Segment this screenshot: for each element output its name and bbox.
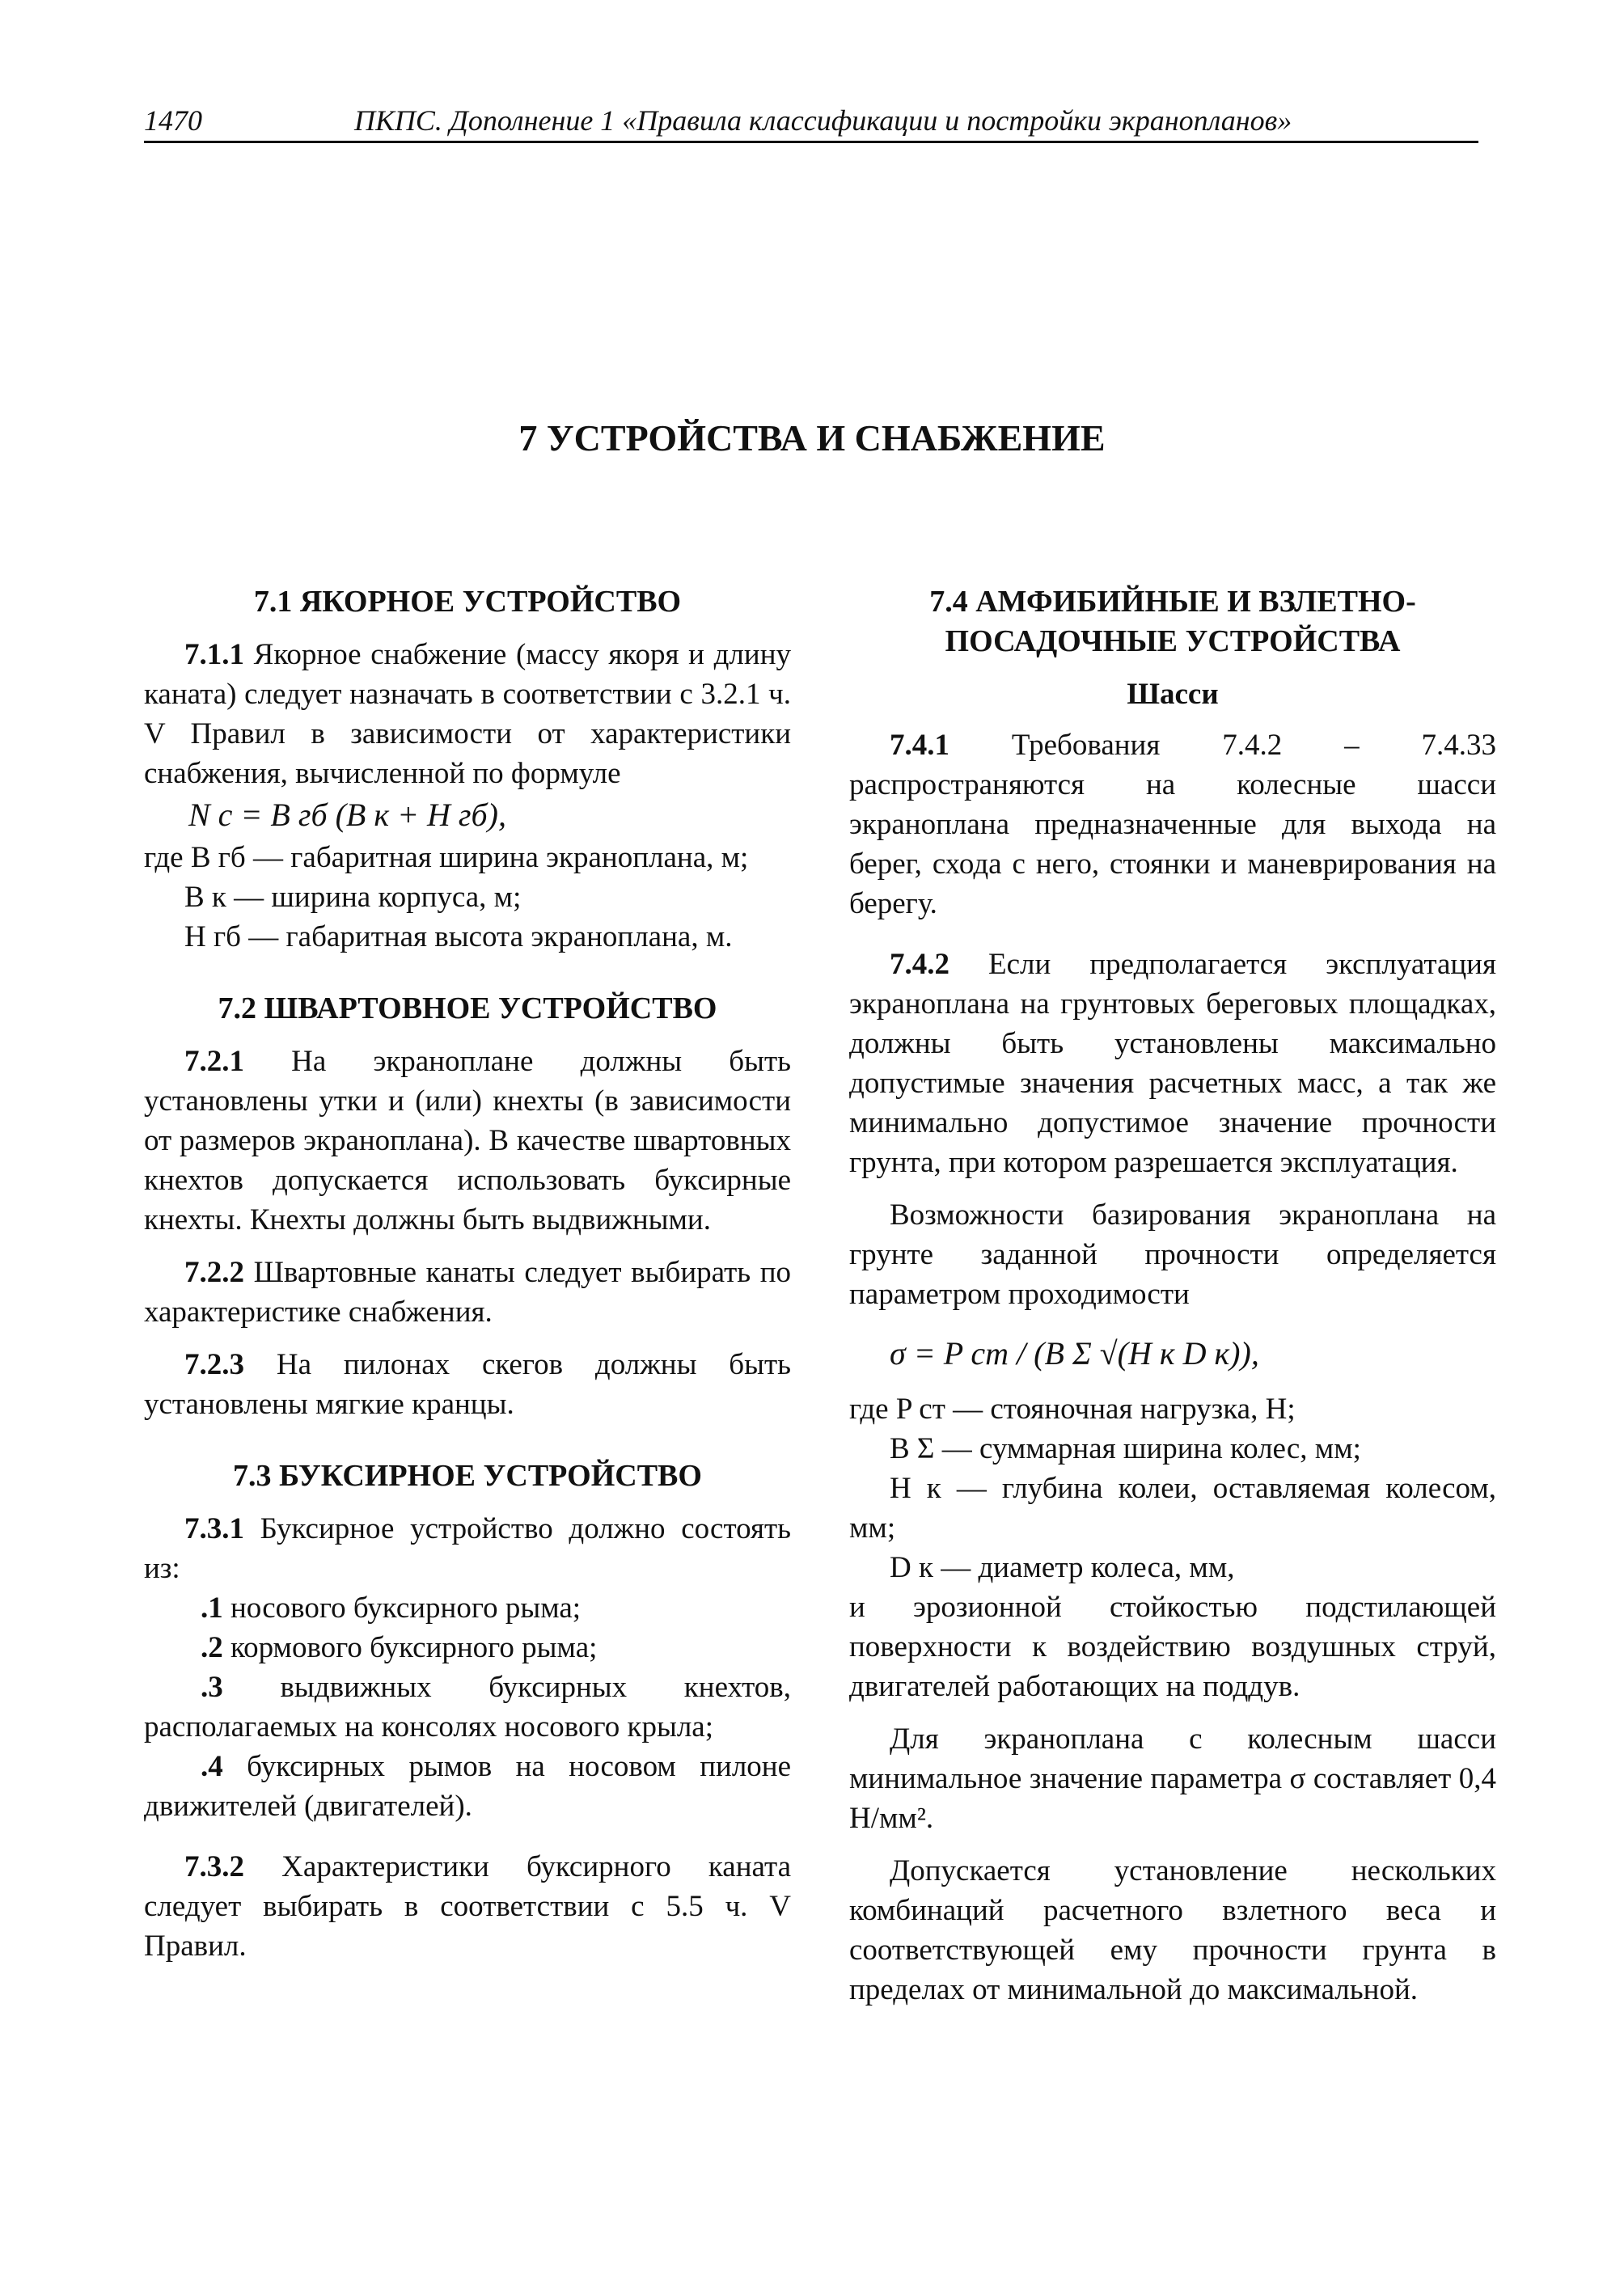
item-number: .1	[201, 1591, 223, 1625]
definition-pst: где P ст — стояночная нагрузка, Н;	[849, 1393, 1296, 1426]
paragraph-7-2-2	[144, 1253, 791, 1332]
paragraph-7-4-1	[849, 725, 1496, 924]
clause-text: Якорное снабжение (массу якоря и длину каната) следует назначать в соответствии с 3.2.1 ч. V Правил в зависимости от характеристики снабжения, вычисленной по формуле	[144, 638, 791, 790]
section-7-1-title: 7.1 ЯКОРНОЕ УСТРОЙСТВО	[253, 585, 682, 619]
list-item	[144, 1588, 791, 1628]
item-text: кормового буксирного рыма;	[230, 1631, 598, 1664]
clause-number: 7.4.2	[890, 948, 949, 981]
list-item	[144, 1668, 791, 1747]
list-item	[144, 1628, 791, 1668]
clause-number: 7.2.2	[184, 1256, 244, 1289]
paragraph-erosion: и эрозионной стойкостью подстилающей поверхности к воздействию воздушных струй, двигателей работающих на поддув.	[849, 1591, 1496, 1703]
clause-number: 7.2.3	[184, 1348, 244, 1381]
clause-text: Требования 7.4.2 – 7.4.33 распространяются на колесные шасси экраноплана предназначенные для выхода на берег, схода с него, стоянки и маневрирования на берегу.	[849, 729, 1497, 920]
definition-hgb: H гб — габаритная высота экраноплана, м.	[184, 920, 733, 953]
paragraph-7-4-2	[849, 945, 1496, 1182]
item-text: буксирных рымов на носовом пилоне движителей (двигателей).	[144, 1750, 792, 1823]
paragraph-7-1-1	[144, 635, 791, 793]
paragraph-combinations: Допускается установление нескольких комбинаций расчетного взлетного веса и соответствующей ему прочности грунта в пределах от минимальной до максимальной.	[849, 1854, 1496, 2006]
clause-text: На экраноплане должны быть установлены утки и (или) кнехты (в зависимости от размеров экраноплана). В качестве швартовных кнехтов допускается использовать буксирные кнехты. Кнехты должны быть выдвижными.	[144, 1045, 791, 1236]
clause-text: Швартовные канаты следует выбирать по характеристике снабжения.	[144, 1256, 792, 1329]
section-7-4-title-line1: 7.4 АМФИБИЙНЫЕ И ВЗЛЕТНО-	[929, 585, 1416, 619]
page-number: 1470	[144, 104, 202, 137]
paragraph-sigma-min: Для экраноплана с колесным шасси минимальное значение параметра σ составляет 0,4 Н/мм².	[849, 1722, 1496, 1835]
definition-dk: D к — диаметр колеса, мм,	[890, 1551, 1235, 1584]
subsection-title: Шасси	[1127, 678, 1219, 711]
paragraph-7-2-1	[144, 1042, 791, 1240]
item-number: .3	[201, 1671, 223, 1704]
list-item	[144, 1747, 791, 1826]
clause-number: 7.1.1	[184, 638, 244, 671]
clause-number: 7.3.1	[184, 1512, 244, 1545]
item-text: выдвижных буксирных кнехтов, располагаемых на консолях носового крыла;	[144, 1671, 791, 1744]
definition-hk: H к — глубина колеи, оставляемая колесом, мм;	[849, 1472, 1496, 1545]
paragraph-passability: Возможности базирования экраноплана на грунте заданной прочности определяется параметром проходимости	[849, 1198, 1496, 1311]
section-7-3-title: 7.3 БУКСИРНОЕ УСТРОЙСТВО	[233, 1459, 702, 1493]
clause-number: 7.2.1	[184, 1045, 244, 1078]
item-number: .2	[201, 1631, 223, 1664]
formula-nc: N с = B гб (B к + H гб),	[188, 797, 506, 833]
left-column	[144, 582, 791, 1966]
running-title: ПКПС. Дополнение 1 «Правила классификации и постройки экранопланов»	[354, 104, 1292, 137]
definition-bgb: где B гб — габаритная ширина экраноплана, м;	[144, 841, 749, 874]
clause-text: Характеристики буксирного каната следует выбирать в соответствии с 5.5 ч. V Правил.	[144, 1850, 792, 1963]
running-header	[144, 104, 1478, 143]
paragraph-7-2-3	[144, 1345, 791, 1424]
definition-bsigma: B Σ — суммарная ширина колес, мм;	[890, 1432, 1361, 1465]
clause-number: 7.4.1	[890, 729, 949, 762]
chapter-title: 7 УСТРОЙСТВА И СНАБЖЕНИЕ	[518, 417, 1106, 459]
clause-text: Буксирное устройство должно состоять из:	[144, 1512, 792, 1585]
formula-sigma: σ = P ст / (B Σ √(H к D к)),	[890, 1335, 1259, 1372]
item-number: .4	[201, 1750, 223, 1783]
definition-bk: B к — ширина корпуса, м;	[184, 881, 522, 914]
right-column	[849, 582, 1496, 2010]
clause-text: На пилонах скегов должны быть установлены мягкие кранцы.	[144, 1348, 792, 1421]
paragraph-7-3-1	[144, 1509, 791, 1588]
item-text: носового буксирного рыма;	[230, 1591, 582, 1625]
section-7-2-title: 7.2 ШВАРТОВНОЕ УСТРОЙСТВО	[218, 991, 717, 1025]
section-7-4-title-line2: ПОСАДОЧНЫЕ УСТРОЙСТВА	[945, 624, 1401, 658]
paragraph-7-3-2	[144, 1847, 791, 1966]
clause-text: Если предполагается эксплуатация экраноплана на грунтовых береговых площадках, должны быть установлены максимально допустимые значения расчетных масс, а так же минимально допустимое значение прочности грунта, при котором разрешается эксплуатация.	[849, 948, 1496, 1179]
clause-number: 7.3.2	[184, 1850, 244, 1883]
